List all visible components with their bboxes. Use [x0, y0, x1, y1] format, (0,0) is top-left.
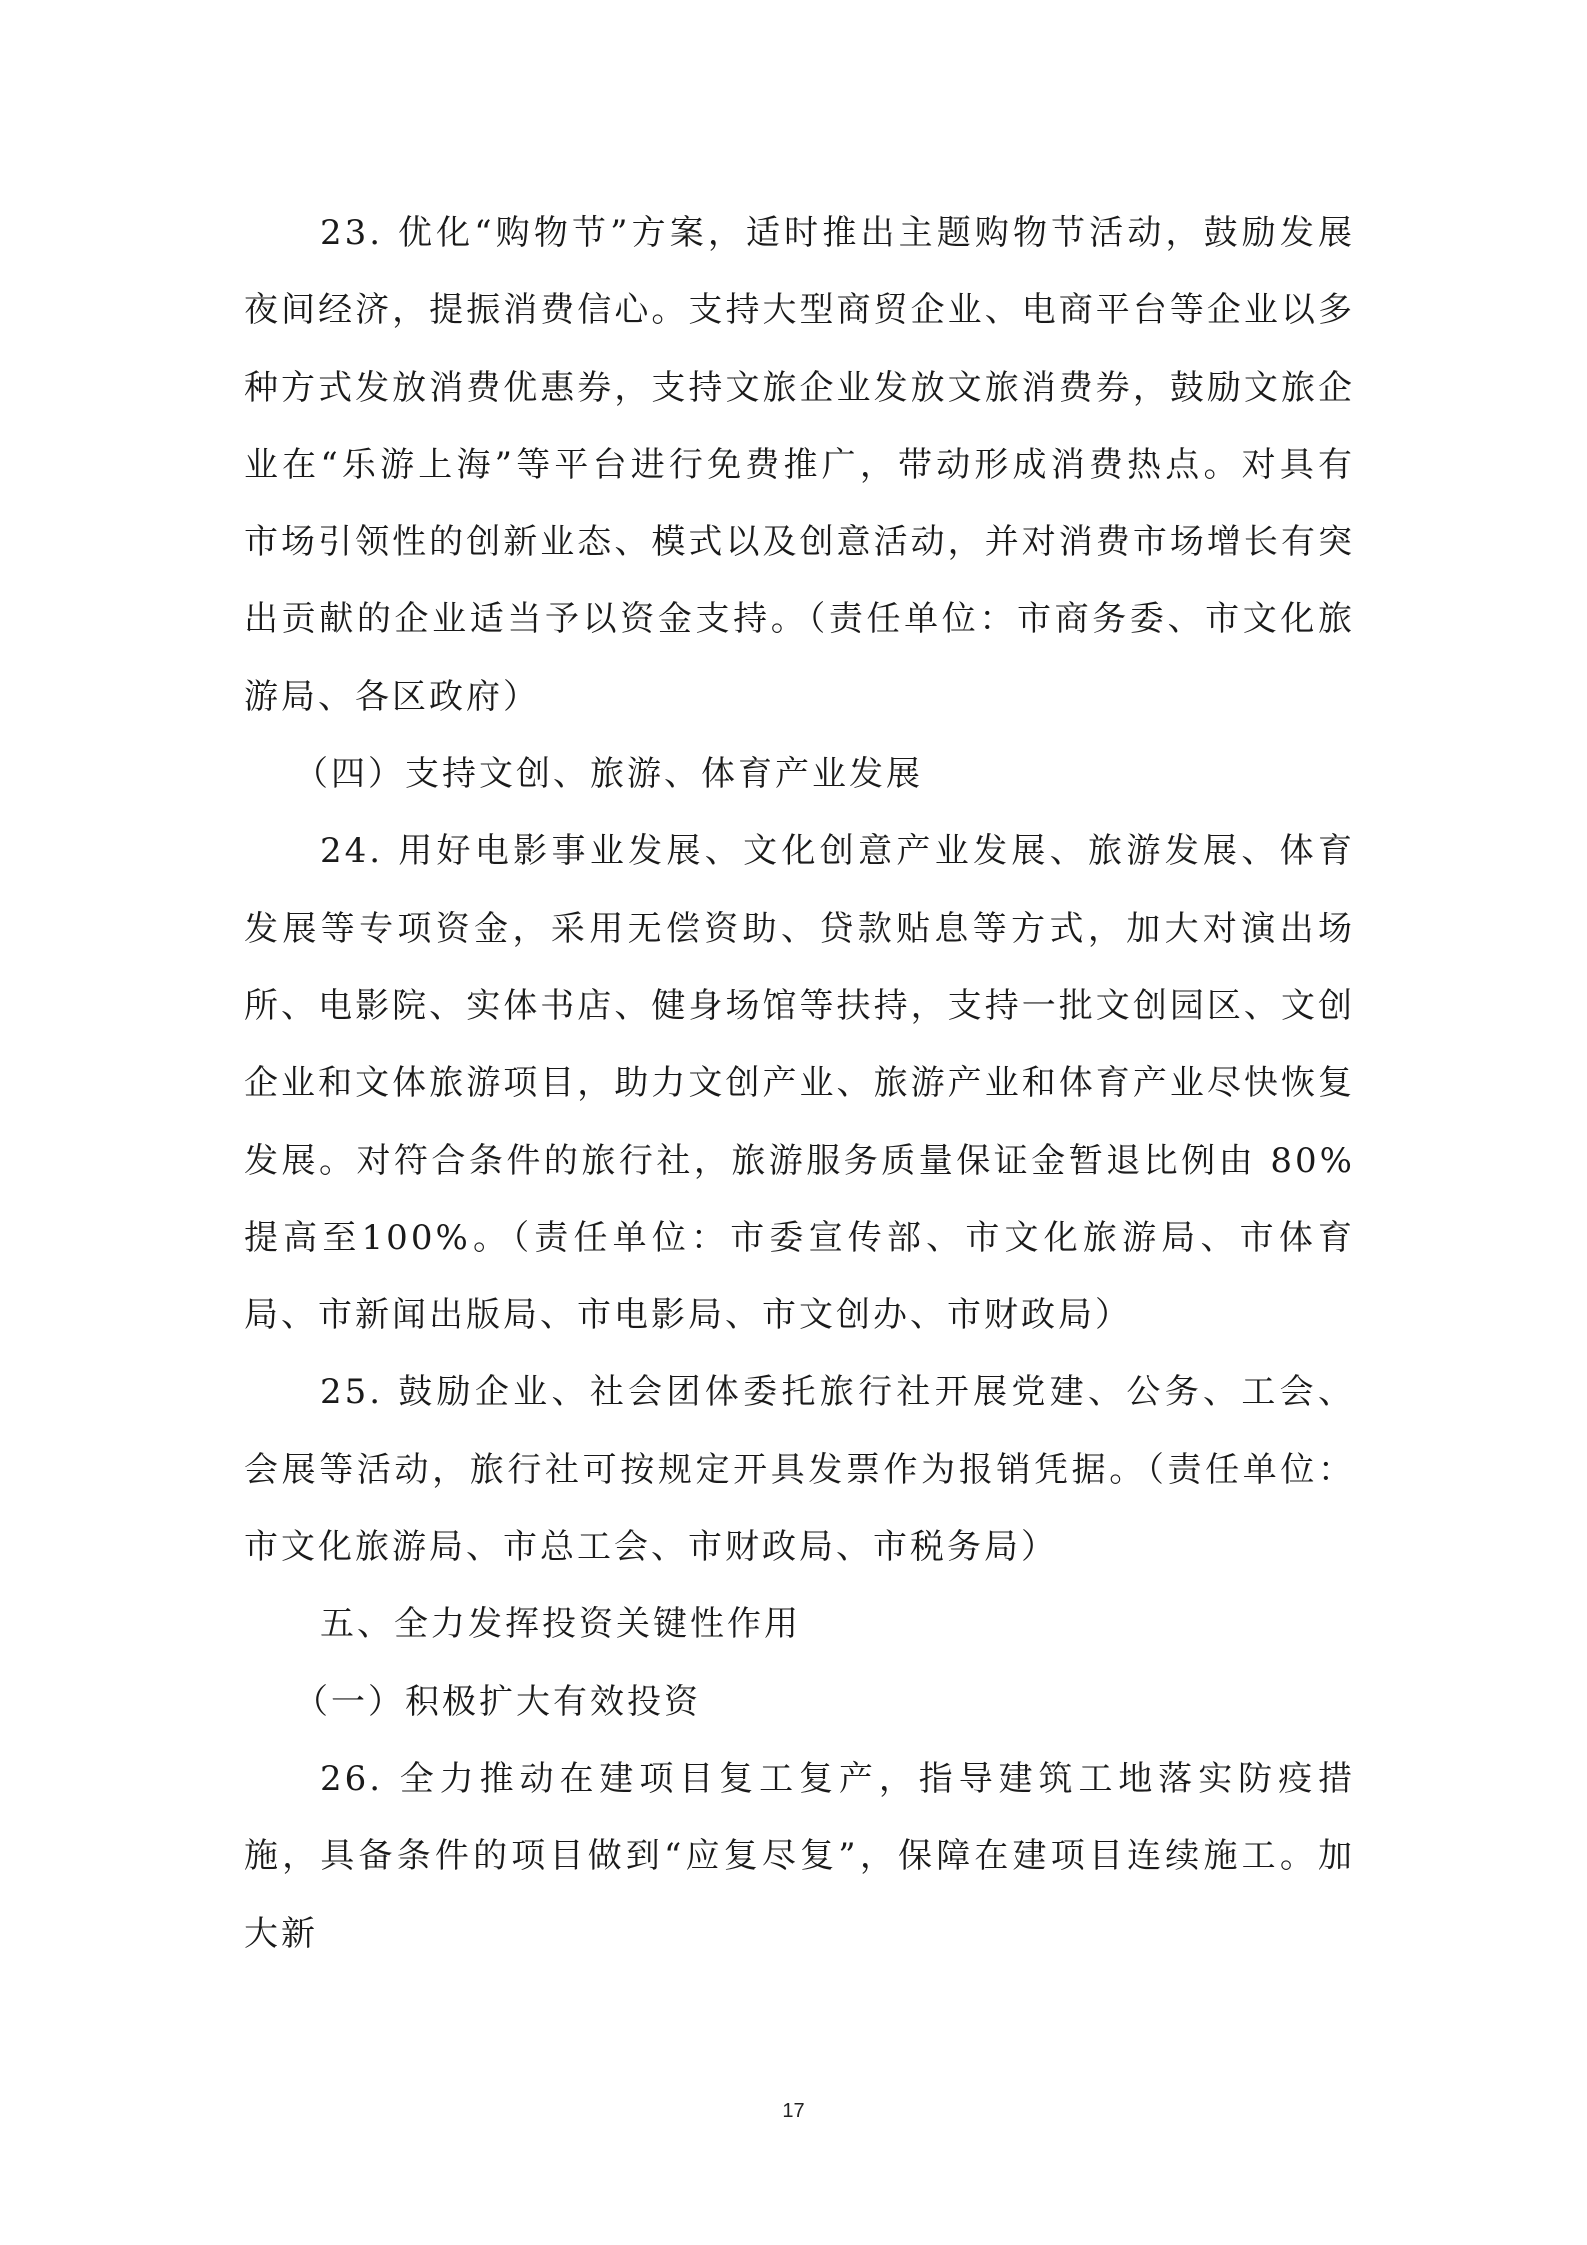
- page-number: 17: [782, 2100, 805, 2122]
- document-body: [244, 195, 1355, 1973]
- section-4-heading: （四）支持文创、旅游、体育产业发展: [294, 754, 923, 795]
- section-1-heading: （一）积极扩大有效投资: [294, 1681, 701, 1722]
- item-23: 23. 优化“购物节”方案，适时推出主题购物节活动，鼓励发展夜间经济，提振消费信心。支持大型商贸企业、电商平台等企业以多种方式发放消费优惠券，支持文旅企业发放文旅消费券，鼓励文旅企业在“乐游上海”等平台进行免费推广，带动形成消费热点。对具有市场引领性的创新业态、模式以及创意活动，并对消费市场增长有突出贡献的企业适当予以资金支持。（责任单位：市商务委、市文化旅游局、各区政府）: [244, 213, 1355, 717]
- chapter-5-heading: 五、全力发挥投资关键性作用: [320, 1604, 801, 1645]
- item-24: 24. 用好电影事业发展、文化创意产业发展、旅游发展、体育发展等专项资金，采用无偿资助、贷款贴息等方式，加大对演出场所、电影院、实体书店、健身场馆等扶持，支持一批文创园区、文创企业和文体旅游项目，助力文创产业、旅游产业和体育产业尽快恢复发展。对符合条件的旅行社，旅游服务质量保证金暂退比例由 80%提高至100%。（责任单位：市委宣传部、市文化旅游局、市体育局、市新闻出版局、市电影局、市文创办、市财政局）: [244, 831, 1355, 1336]
- item-25: 25. 鼓励企业、社会团体委托旅行社开展党建、公务、工会、会展等活动，旅行社可按规定开具发票作为报销凭据。（责任单位：市文化旅游局、市总工会、市财政局、市税务局）: [244, 1372, 1355, 1568]
- item-26: 26. 全力推动在建项目复工复产，指导建筑工地落实防疫措施，具备条件的项目做到“应复尽复”，保障在建项目连续施工。加大新: [244, 1758, 1355, 1954]
